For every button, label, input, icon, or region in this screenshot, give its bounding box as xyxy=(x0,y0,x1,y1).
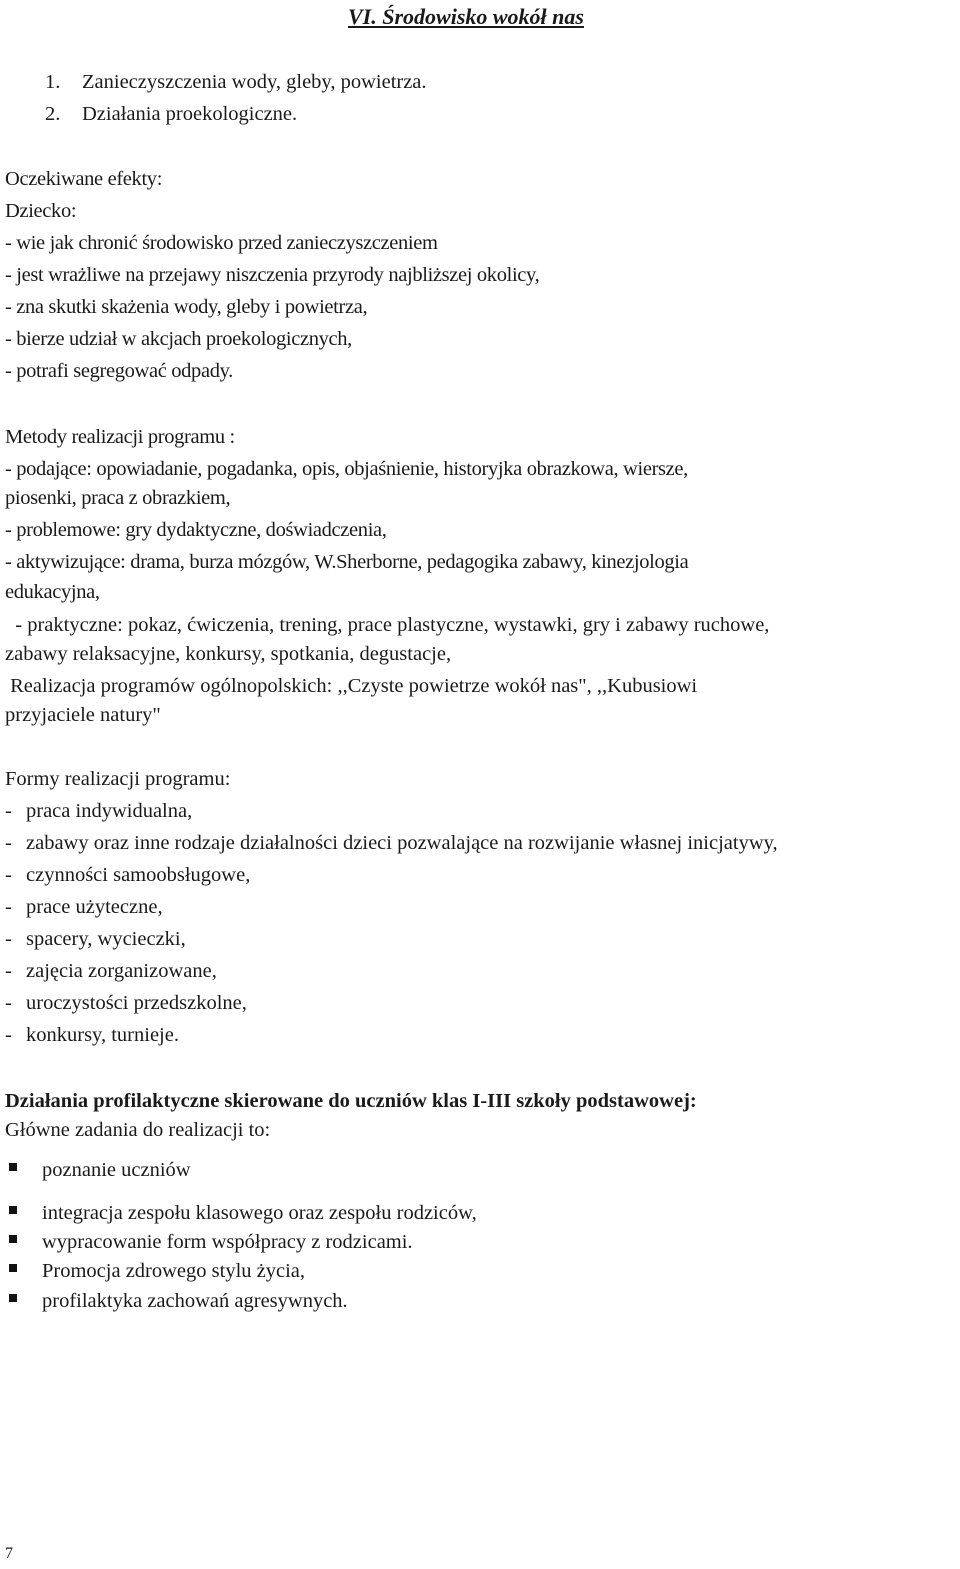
methods-line: - praktyczne: pokaz, ćwiczenia, trening, prace plastyczne, wystawki, gry i zabawy ruchowe, xyxy=(5,614,770,636)
forms-item-dash: - xyxy=(5,928,12,950)
section-title: VI. Środowisko wokół nas xyxy=(348,4,584,29)
forms-item-dash: - xyxy=(5,896,12,918)
topic-number: 1. xyxy=(45,71,61,93)
effects-subject: Dziecko: xyxy=(5,200,77,222)
prevention-item: profilaktyka zachowań agresywnych. xyxy=(42,1290,348,1312)
methods-line: - podające: opowiadanie, pogadanka, opis, objaśnienie, historyjka obrazkowa, wiersze, xyxy=(5,458,688,480)
effects-item: - potrafi segregować odpady. xyxy=(5,360,233,382)
square-bullet-icon xyxy=(9,1294,17,1302)
effects-item: - bierze udział w akcjach proekologicznych, xyxy=(5,328,352,350)
forms-item-dash: - xyxy=(5,1024,12,1046)
forms-heading: Formy realizacji programu: xyxy=(5,768,231,790)
methods-heading: Metody realizacji programu : xyxy=(5,426,235,448)
methods-line: zabawy relaksacyjne, konkursy, spotkania, degustacje, xyxy=(5,643,452,665)
prevention-item: wypracowanie form współpracy z rodzicami. xyxy=(42,1231,413,1253)
prevention-item: integracja zespołu klasowego oraz zespołu rodziców, xyxy=(42,1202,477,1224)
methods-line: - aktywizujące: drama, burza mózgów, W.Sherborne, pedagogika zabawy, kinezjologia xyxy=(5,551,689,573)
prevention-item: Promocja zdrowego stylu życia, xyxy=(42,1260,306,1282)
square-bullet-icon xyxy=(9,1235,17,1243)
methods-line: piosenki, praca z obrazkiem, xyxy=(5,487,231,509)
topic-item: Zanieczyszczenia wody, gleby, powietrza. xyxy=(82,71,427,93)
forms-item: uroczystości przedszkolne, xyxy=(26,992,247,1014)
methods-line: edukacyjna, xyxy=(5,581,100,603)
effects-item: - jest wrażliwe na przejawy niszczenia przyrody najbliższej okolicy, xyxy=(5,264,540,286)
forms-item-dash: - xyxy=(5,992,12,1014)
methods-line: Realizacja programów ogólnopolskich: ,,Czyste powietrze wokół nas", ,,Kubusiowi xyxy=(5,675,698,697)
forms-item: zabawy oraz inne rodzaje działalności dzieci pozwalające na rozwijanie własnej inicjatywy, xyxy=(26,832,778,854)
forms-item: prace użyteczne, xyxy=(26,896,163,918)
forms-item: zajęcia zorganizowane, xyxy=(26,960,217,982)
page-number: 7 xyxy=(5,1545,13,1562)
forms-item: czynności samoobsługowe, xyxy=(26,864,251,886)
methods-line: przyjaciele natury" xyxy=(5,704,161,726)
methods-line: - problemowe: gry dydaktyczne, doświadczenia, xyxy=(5,519,387,541)
square-bullet-icon xyxy=(9,1264,17,1272)
effects-item: - zna skutki skażenia wody, gleby i powietrza, xyxy=(5,296,368,318)
forms-item: spacery, wycieczki, xyxy=(26,928,186,950)
square-bullet-icon xyxy=(9,1206,17,1214)
effects-item: - wie jak chronić środowisko przed zanieczyszczeniem xyxy=(5,232,438,254)
prevention-heading: Działania profilaktyczne skierowane do uczniów klas I-III szkoły podstawowej: xyxy=(5,1090,697,1112)
forms-item-dash: - xyxy=(5,832,12,854)
topic-number: 2. xyxy=(45,103,61,125)
forms-item: praca indywidualna, xyxy=(26,800,193,822)
effects-heading: Oczekiwane efekty: xyxy=(5,168,163,190)
forms-item-dash: - xyxy=(5,864,12,886)
forms-item: konkursy, turnieje. xyxy=(26,1024,179,1046)
prevention-subheading: Główne zadania do realizacji to: xyxy=(5,1119,271,1141)
prevention-item: poznanie uczniów xyxy=(42,1159,191,1181)
forms-item-dash: - xyxy=(5,960,12,982)
square-bullet-icon xyxy=(9,1163,17,1171)
topic-item: Działania proekologiczne. xyxy=(82,103,298,125)
forms-item-dash: - xyxy=(5,800,12,822)
